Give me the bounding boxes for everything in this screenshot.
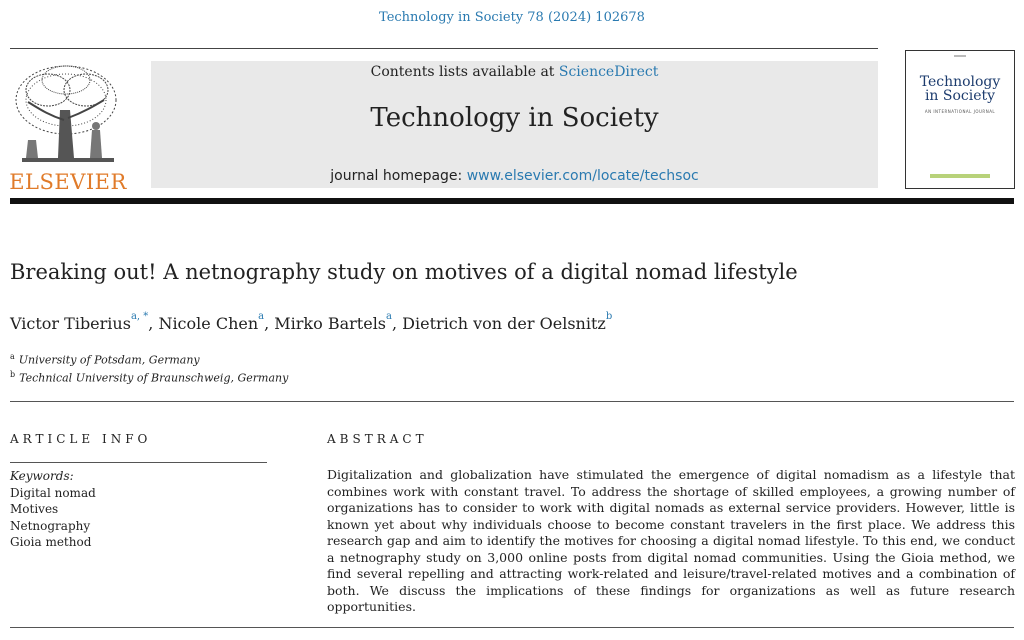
author-name[interactable]: Nicole Chen bbox=[158, 314, 259, 333]
author-affiliation-mark[interactable]: a bbox=[258, 311, 265, 322]
bottom-divider bbox=[10, 627, 1014, 628]
cover-title-line2: in Society bbox=[924, 88, 996, 104]
journal-cover-thumbnail[interactable] bbox=[905, 50, 1015, 189]
cover-title bbox=[906, 75, 1014, 103]
sciencedirect-link[interactable]: ScienceDirect bbox=[558, 64, 659, 80]
author-separator: , bbox=[264, 314, 275, 333]
contents-line bbox=[151, 64, 878, 80]
article-title: Breaking out! A netnography study on motives of a digital nomad lifestyle bbox=[10, 260, 798, 284]
affiliation-b bbox=[10, 370, 288, 385]
author-name[interactable]: Victor Tiberius bbox=[10, 314, 131, 333]
cover-title-line1: Technology bbox=[919, 74, 1001, 90]
author-name[interactable]: Mirko Bartels bbox=[274, 314, 387, 333]
abstract-heading: ABSTRACT bbox=[327, 432, 428, 446]
keyword-item: Digital nomad bbox=[10, 485, 96, 500]
keyword-item: Gioia method bbox=[10, 535, 92, 549]
keywords-label: Keywords: bbox=[10, 469, 74, 483]
keyword-item: Motives bbox=[10, 502, 59, 516]
affiliation-mark: b bbox=[10, 370, 16, 379]
journal-reference-link[interactable]: Technology in Society 78 (2024) 102678 bbox=[379, 10, 645, 25]
keywords-block bbox=[10, 468, 96, 551]
cover-decoration bbox=[954, 55, 966, 57]
article-info-heading: ARTICLE INFO bbox=[10, 432, 152, 446]
contents-prefix: Contents lists available at bbox=[370, 64, 559, 80]
cover-publisher-band bbox=[930, 174, 990, 178]
affiliation-text: Technical University of Braunschweig, Germany bbox=[19, 371, 289, 385]
elsevier-logo[interactable] bbox=[8, 60, 128, 194]
journal-name: Technology in Society bbox=[370, 103, 659, 133]
homepage-link[interactable]: www.elsevier.com/locate/techsoc bbox=[466, 168, 699, 184]
affiliation-mark: a bbox=[10, 352, 15, 361]
author-name[interactable]: Dietrich von der Oelsnitz bbox=[402, 314, 606, 333]
article-info-rule bbox=[10, 462, 267, 463]
homepage-line bbox=[151, 168, 878, 184]
elsevier-wordmark: ELSEVIER bbox=[9, 170, 127, 194]
author-affiliation-mark[interactable]: a bbox=[386, 311, 392, 322]
journal-banner bbox=[151, 61, 878, 188]
author-affiliation-mark[interactable]: b bbox=[605, 311, 613, 322]
keyword-item: Netnography bbox=[10, 518, 91, 533]
section-divider bbox=[10, 401, 1014, 402]
affiliation-a bbox=[10, 352, 200, 367]
homepage-prefix: journal homepage: bbox=[330, 168, 467, 184]
cover-subtitle: AN INTERNATIONAL JOURNAL bbox=[924, 109, 996, 114]
author-separator: , bbox=[148, 314, 159, 333]
affiliation-text: University of Potsdam, Germany bbox=[18, 353, 200, 367]
thick-divider bbox=[10, 198, 1014, 204]
author-separator: , bbox=[391, 314, 403, 333]
abstract-text: Digitalization and globalization have stimulated the emergence of digital nomadism as a lifestyle that combines work with constant travel. To address the shortage of skilled employees, a growing number of organizations has to consider to work with digital nomads as external service providers. However, little is known yet about why individuals choose to become constant travelers in the first place. We address this research gap and aim to identify the motives for choosing a digital nomad lifestyle. To this end, we conduct a netnography study on 3,000 online posts from digital nomad communities. Using the Gioia method, we find several repelling and attracting work-related and leisure/travel-related motives and a combination of both. We discuss the implications of these findings for organizations as well as future research opportunities. bbox=[327, 467, 1015, 614]
author-list bbox=[10, 311, 1014, 333]
tree-engraving-icon bbox=[8, 60, 128, 168]
header-rule bbox=[10, 48, 878, 49]
author-affiliation-mark[interactable]: a, * bbox=[130, 311, 149, 322]
